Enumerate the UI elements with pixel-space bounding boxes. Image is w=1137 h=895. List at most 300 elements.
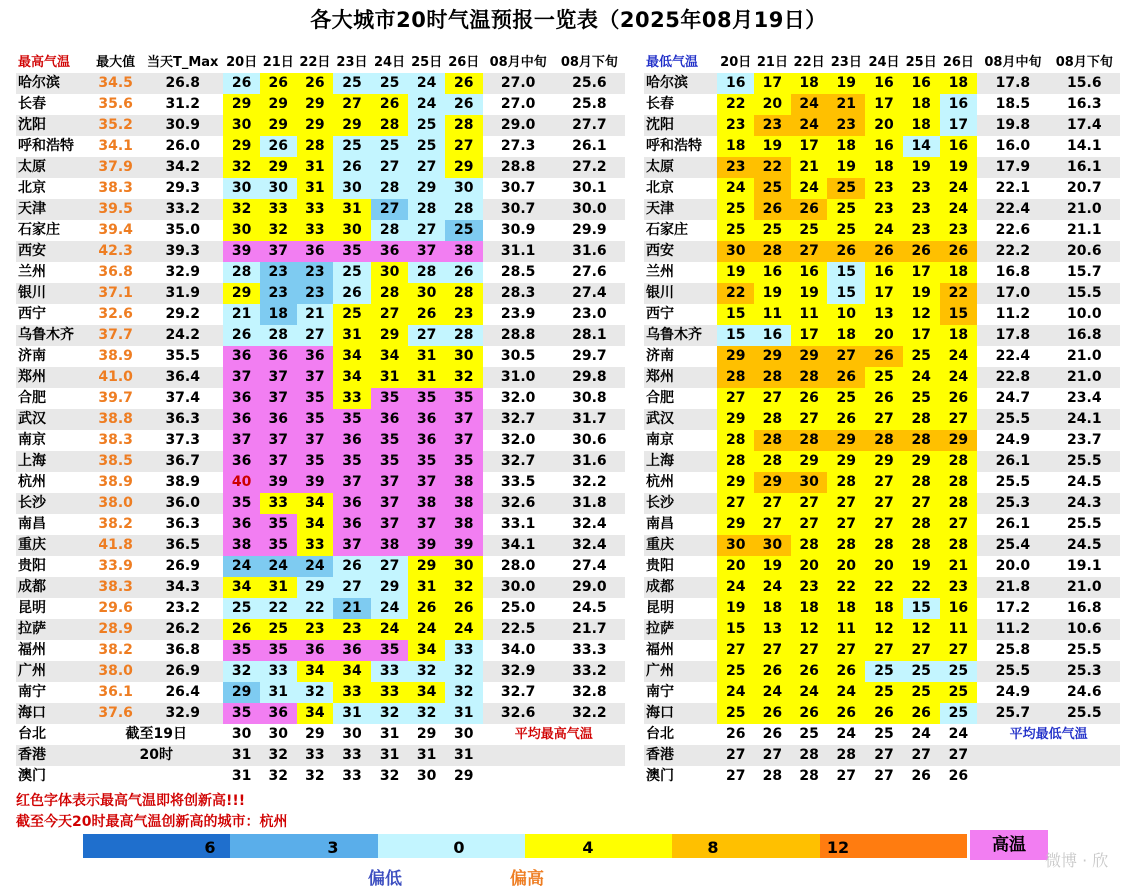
city-name: 海口: [16, 703, 89, 724]
low-mid-month-avg: 25.5: [995, 474, 1031, 490]
city-name: 南昌: [646, 516, 674, 532]
today-tmax-value: 23.2: [165, 600, 200, 616]
high-mid-month-avg: 32.0: [500, 432, 536, 448]
low-forecast-cell: 27: [791, 409, 828, 430]
today-tmax-value: 26.8: [142, 73, 223, 94]
low-forecast-cell: 28: [903, 514, 940, 535]
high-late-month-avg: 24.5: [572, 600, 607, 616]
city-name: 西安: [16, 241, 89, 262]
low-forecast-cell: 26: [791, 199, 828, 220]
low-forecast-cell: 19: [827, 73, 865, 94]
city-name: 台北: [18, 726, 46, 742]
low-forecast-cell: 18: [903, 115, 940, 136]
high-forecast-cell: 26: [371, 94, 409, 115]
low-forecast-cell: 28: [903, 472, 940, 493]
record-max-value: 29.6: [98, 600, 133, 616]
low-forecast-cell: 28: [940, 472, 978, 493]
low-forecast-cell: 27: [791, 514, 828, 535]
high-mid-month-avg: 32.6: [483, 493, 554, 514]
low-forecast-cell: 25: [717, 220, 754, 241]
high-forecast-cell: 26: [445, 73, 483, 94]
low-late-month-avg: 17.4: [1049, 115, 1120, 136]
low-table-row: [644, 199, 1120, 220]
today-tmax-value: 36.3: [142, 409, 223, 430]
low-mid-month-avg: 25.3: [977, 493, 1048, 514]
high-forecast-cell: 28: [371, 178, 409, 199]
low-late-month-avg: 21.1: [1067, 222, 1102, 238]
low-forecast-cell: 27: [865, 640, 903, 661]
low-forecast-cell: 15: [827, 262, 865, 283]
high-forecast-cell: 27: [333, 94, 371, 115]
record-max-value: 34.5: [89, 73, 142, 94]
today-tmax-value: 36.7: [142, 451, 223, 472]
high-table-row-extra: [16, 745, 625, 766]
low-forecast-cell: 28: [799, 768, 819, 784]
high-forecast-cell: 39: [408, 535, 445, 556]
city-name: 昆明: [18, 600, 46, 616]
high-forecast-cell: 38: [445, 514, 483, 535]
low-late-month-avg: 16.3: [1067, 96, 1102, 112]
low-forecast-cell: 20: [791, 556, 828, 577]
high-forecast-cell: 33: [333, 745, 371, 766]
city-name: 兰州: [18, 264, 46, 280]
high-forecast-cell: 35: [408, 388, 445, 409]
today-tmax-value: 26.4: [165, 684, 200, 700]
city-name: 沈阳: [644, 115, 717, 136]
record-max-value: 33.9: [98, 558, 133, 574]
low-late-month-avg: 10.6: [1049, 619, 1120, 640]
high-table-row: [16, 94, 625, 115]
low-forecast-cell: 30: [717, 535, 754, 556]
high-forecast-cell: 35: [260, 514, 297, 535]
high-forecast-cell: 31: [297, 157, 334, 178]
high-forecast-cell: 36: [223, 388, 260, 409]
low-late-month-avg: 25.5: [1049, 703, 1120, 724]
high-forecast-cell: 24: [371, 619, 409, 640]
record-max-value: 37.6: [89, 703, 142, 724]
low-mid-month-avg: 25.8: [995, 642, 1031, 658]
low-forecast-cell: 23: [827, 115, 865, 136]
high-forecast-cell: 28: [260, 325, 297, 346]
high-forecast-cell: 28: [445, 325, 483, 346]
high-forecast-cell: 37: [260, 388, 297, 409]
low-mid-month-avg: 19.8: [977, 115, 1048, 136]
low-forecast-cell: 28: [827, 472, 865, 493]
high-late-month-avg: 33.2: [554, 661, 625, 682]
city-name: 呼和浩特: [646, 138, 702, 154]
low-forecast-cell: 30: [791, 472, 828, 493]
city-name: 银川: [644, 283, 717, 304]
low-forecast-cell: 26: [903, 241, 940, 262]
low-table-row-extra: [644, 766, 1120, 787]
low-forecast-cell: 15: [903, 598, 940, 619]
high-forecast-cell: 37: [297, 430, 334, 451]
high-forecast-cell: 23: [297, 619, 334, 640]
high-forecast-cell: 32: [260, 220, 297, 241]
high-table-row: [16, 115, 625, 136]
high-forecast-cell: 35: [333, 451, 371, 472]
high-late-month-avg: 25.6: [554, 73, 625, 94]
low-forecast-cell: 27: [865, 409, 903, 430]
low-forecast-cell: 18: [827, 136, 865, 157]
low-forecast-cell: 19: [791, 283, 828, 304]
low-table-row: [644, 577, 1120, 598]
low-mid-month-avg: 26.1: [977, 451, 1048, 472]
low-table-row: [644, 220, 1120, 241]
high-forecast-cell: 33: [297, 220, 334, 241]
record-max-value: 38.2: [98, 642, 133, 658]
low-forecast-cell: 29: [940, 430, 978, 451]
low-forecast-cell: 27: [903, 493, 940, 514]
high-forecast-cell: 29: [333, 115, 371, 136]
low-table-row: [644, 325, 1120, 346]
high-table-row: [16, 514, 625, 535]
high-mid-month-avg: 27.3: [500, 138, 536, 154]
high-forecast-cell: 31: [445, 703, 483, 724]
high-forecast-cell: 35: [445, 451, 483, 472]
high-forecast-cell: 30: [445, 346, 483, 367]
high-forecast-cell: 34: [371, 346, 409, 367]
low-late-month-avg: 25.5: [1067, 516, 1102, 532]
today-tmax-value: 35.5: [165, 348, 200, 364]
low-forecast-cell: 25: [865, 661, 903, 682]
low-forecast-cell: 19: [754, 556, 791, 577]
low-forecast-cell: 27: [725, 768, 746, 784]
high-forecast-cell: 27: [297, 325, 334, 346]
city-name: 长沙: [16, 493, 89, 514]
low-forecast-cell: 27: [903, 640, 940, 661]
high-forecast-cell: 31: [223, 745, 260, 766]
low-table-row: [644, 262, 1120, 283]
high-header-cell: 08月下旬: [554, 52, 625, 73]
low-forecast-cell: 23: [903, 199, 940, 220]
avg-low-label: 平均最低气温: [977, 724, 1120, 745]
high-mid-month-avg: 31.1: [483, 241, 554, 262]
low-forecast-cell: 23: [940, 577, 978, 598]
high-forecast-cell: 36: [260, 346, 297, 367]
low-forecast-cell: 26: [827, 661, 865, 682]
low-table-row: [644, 367, 1120, 388]
legend-tick-0: 0: [453, 838, 465, 857]
city-name: 长春: [646, 96, 674, 112]
high-forecast-cell: 30: [333, 178, 371, 199]
high-table-row: [16, 556, 625, 577]
high-forecast-cell: 36: [297, 640, 334, 661]
low-late-month-avg: 24.1: [1049, 409, 1120, 430]
city-name: 合肥: [646, 390, 674, 406]
city-name: 太原: [16, 157, 89, 178]
high-table-row: [16, 367, 625, 388]
high-mid-month-avg: 34.1: [483, 535, 554, 556]
high-forecast-cell: 26: [260, 73, 297, 94]
low-mid-month-avg: 25.5: [977, 409, 1048, 430]
empty-cell: [483, 766, 625, 787]
high-forecast-cell: 25: [223, 598, 260, 619]
low-table-row: [644, 346, 1120, 367]
high-forecast-cell: 31: [408, 745, 445, 766]
high-forecast-cell: 30: [416, 768, 437, 784]
city-name: 乌鲁木齐: [644, 325, 717, 346]
low-mid-month-avg: 16.8: [995, 264, 1031, 280]
high-forecast-cell: 26: [408, 304, 445, 325]
high-late-month-avg: 28.1: [554, 325, 625, 346]
high-forecast-cell: 35: [333, 409, 371, 430]
low-header-cell: 08月中旬: [977, 52, 1048, 73]
low-forecast-cell: 23: [717, 115, 754, 136]
high-table-row: [16, 430, 625, 451]
high-mid-month-avg: 32.0: [500, 390, 536, 406]
high-forecast-cell: 35: [297, 388, 334, 409]
high-forecast-cell: 30: [454, 726, 474, 742]
high-late-month-avg: 29.7: [572, 348, 607, 364]
low-table-row-extra: [644, 745, 1120, 766]
high-forecast-cell: 29: [371, 577, 409, 598]
low-mid-month-avg: 20.0: [995, 558, 1031, 574]
high-forecast-cell: 29: [454, 768, 474, 784]
low-header-cell: 25日: [903, 52, 940, 73]
low-forecast-cell: 28: [940, 451, 978, 472]
high-table-row: [16, 661, 625, 682]
high-forecast-cell: 25: [333, 73, 371, 94]
low-forecast-cell: 27: [717, 388, 754, 409]
high-forecast-cell: 33: [260, 661, 297, 682]
high-table-row: [16, 325, 625, 346]
high-forecast-cell: 28: [445, 199, 483, 220]
low-forecast-cell: 18: [865, 157, 903, 178]
low-forecast-cell: 25: [903, 661, 940, 682]
low-forecast-cell: 29: [717, 472, 754, 493]
city-name: 南宁: [18, 684, 46, 700]
today-tmax-value: 32.9: [165, 264, 200, 280]
high-forecast-cell: 31: [445, 745, 483, 766]
city-name: 济南: [646, 348, 674, 364]
high-forecast-cell: 33: [297, 535, 334, 556]
low-forecast-cell: 24: [754, 682, 791, 703]
low-forecast-cell: 19: [903, 157, 940, 178]
low-forecast-cell: 14: [903, 136, 940, 157]
today-tmax-value: 29.2: [165, 306, 200, 322]
high-forecast-cell: 29: [223, 682, 260, 703]
high-forecast-cell: 25: [408, 136, 445, 157]
high-late-month-avg: 29.9: [572, 222, 607, 238]
high-forecast-cell: 38: [445, 472, 483, 493]
record-max-value: 37.1: [89, 283, 142, 304]
low-forecast-cell: 23: [865, 199, 903, 220]
low-forecast-cell: 21: [791, 157, 828, 178]
low-forecast-cell: 26: [940, 241, 978, 262]
low-mid-month-avg: 25.5: [977, 661, 1048, 682]
low-forecast-cell: 27: [827, 346, 865, 367]
high-late-month-avg: 32.8: [572, 684, 607, 700]
high-mid-month-avg: 28.8: [483, 325, 554, 346]
low-forecast-cell: 24: [948, 726, 969, 742]
high-forecast-cell: 32: [268, 768, 288, 784]
city-name: 南宁: [646, 684, 674, 700]
low-mid-month-avg: 24.9: [995, 432, 1031, 448]
high-forecast-cell: 35: [371, 640, 409, 661]
high-mid-month-avg: 32.6: [483, 703, 554, 724]
high-forecast-cell: 37: [260, 241, 297, 262]
legend-segment-near-0: [378, 834, 525, 858]
city-name: 香港: [644, 745, 717, 766]
high-forecast-cell: 35: [223, 640, 260, 661]
low-forecast-cell: 24: [911, 726, 931, 742]
low-forecast-cell: 28: [791, 367, 828, 388]
high-forecast-cell: 32: [305, 768, 325, 784]
low-forecast-cell: 17: [791, 325, 828, 346]
low-forecast-cell: 24: [827, 682, 865, 703]
city-name: 南京: [646, 432, 674, 448]
low-table-row: [644, 598, 1120, 619]
record-max-value: 32.6: [98, 306, 133, 322]
city-name: 西安: [644, 241, 717, 262]
high-forecast-cell: 39: [297, 472, 334, 493]
high-forecast-cell: 29: [223, 94, 260, 115]
high-forecast-cell: 29: [260, 115, 297, 136]
low-forecast-cell: 25: [940, 703, 978, 724]
high-forecast-cell: 28: [445, 115, 483, 136]
high-forecast-cell: 35: [223, 493, 260, 514]
high-forecast-cell: 34: [297, 493, 334, 514]
city-name: 北京: [646, 180, 674, 196]
low-forecast-cell: 27: [903, 745, 940, 766]
high-forecast-cell: 31: [408, 367, 445, 388]
low-forecast-cell: 16: [940, 598, 978, 619]
high-forecast-cell: 37: [371, 472, 409, 493]
high-mid-month-avg: 22.5: [483, 619, 554, 640]
low-mid-month-avg: 17.8: [977, 73, 1048, 94]
low-forecast-cell: 23: [717, 157, 754, 178]
low-forecast-cell: 26: [827, 367, 865, 388]
low-forecast-cell: 28: [754, 409, 791, 430]
high-table-row: [16, 472, 625, 493]
low-forecast-cell: 15: [717, 325, 754, 346]
low-forecast-cell: 28: [762, 768, 783, 784]
high-forecast-cell: 34: [408, 682, 445, 703]
today-tmax-value: 26.2: [142, 619, 223, 640]
record-max-value: 38.3: [98, 180, 133, 196]
high-forecast-cell: 35: [260, 535, 297, 556]
low-late-month-avg: 21.0: [1049, 577, 1120, 598]
low-forecast-cell: 18: [754, 598, 791, 619]
today-tmax-value: 36.3: [165, 516, 200, 532]
low-forecast-cell: 25: [903, 388, 940, 409]
city-name: 长沙: [644, 493, 717, 514]
low-forecast-cell: 28: [865, 430, 903, 451]
low-mid-month-avg: 17.8: [977, 325, 1048, 346]
high-forecast-cell: 35: [333, 241, 371, 262]
city-name: 乌鲁木齐: [16, 325, 89, 346]
city-name: 杭州: [646, 474, 674, 490]
high-late-month-avg: 33.3: [572, 642, 607, 658]
low-forecast-cell: 13: [754, 619, 791, 640]
high-forecast-cell: 37: [408, 514, 445, 535]
low-forecast-cell: 15: [827, 283, 865, 304]
high-forecast-cell: 27: [408, 325, 445, 346]
low-table-row: [644, 283, 1120, 304]
high-late-month-avg: 25.8: [572, 96, 607, 112]
high-forecast-cell: 27: [408, 220, 445, 241]
high-table-row: [16, 241, 625, 262]
high-late-month-avg: 21.7: [554, 619, 625, 640]
record-max-value: 38.3: [98, 432, 133, 448]
high-forecast-cell: 29: [297, 577, 334, 598]
today-tmax-value: 34.3: [142, 577, 223, 598]
high-late-month-avg: 30.6: [572, 432, 607, 448]
low-table-row: [644, 115, 1120, 136]
city-name: 成都: [644, 577, 717, 598]
low-forecast-cell: 27: [791, 640, 828, 661]
high-forecast-cell: 29: [445, 157, 483, 178]
low-forecast-cell: 22: [940, 283, 978, 304]
high-forecast-cell: 28: [297, 136, 334, 157]
high-mid-month-avg: 30.7: [500, 180, 536, 196]
city-name: 海口: [644, 703, 717, 724]
high-forecast-cell: 26: [333, 157, 371, 178]
low-forecast-cell: 25: [903, 346, 940, 367]
high-header-cell: 26日: [445, 52, 483, 73]
low-forecast-cell: 24: [717, 682, 754, 703]
high-forecast-cell: 34: [333, 346, 371, 367]
record-max-value: 35.2: [89, 115, 142, 136]
low-mid-month-avg: 22.1: [995, 180, 1031, 196]
low-forecast-cell: 24: [940, 178, 978, 199]
low-late-month-avg: 25.5: [1067, 642, 1102, 658]
high-late-month-avg: 29.0: [554, 577, 625, 598]
high-forecast-cell: 27: [371, 304, 409, 325]
low-forecast-cell: 26: [754, 199, 791, 220]
high-forecast-cell: 24: [297, 556, 334, 577]
low-forecast-cell: 17: [903, 325, 940, 346]
high-forecast-cell: 26: [445, 598, 483, 619]
low-header-cell: 26日: [940, 52, 978, 73]
low-forecast-cell: 29: [827, 430, 865, 451]
low-table-row: [644, 493, 1120, 514]
high-forecast-cell: 36: [223, 451, 260, 472]
low-forecast-cell: 28: [754, 367, 791, 388]
low-forecast-cell: 16: [903, 73, 940, 94]
low-mid-month-avg: 25.4: [977, 535, 1048, 556]
low-late-month-avg: 25.3: [1049, 661, 1120, 682]
high-header-cell: 08月中旬: [483, 52, 554, 73]
low-mid-month-avg: 17.2: [995, 600, 1031, 616]
high-forecast-cell: 31: [333, 325, 371, 346]
high-forecast-cell: 32: [297, 682, 334, 703]
low-mid-month-avg: 18.5: [995, 96, 1031, 112]
high-forecast-cell: 26: [408, 598, 445, 619]
low-mid-month-avg: 25.7: [977, 703, 1048, 724]
low-forecast-cell: 20: [865, 325, 903, 346]
low-temp-table: [644, 52, 1120, 787]
low-forecast-cell: 28: [754, 451, 791, 472]
low-forecast-cell: 13: [865, 304, 903, 325]
high-late-month-avg: 27.4: [554, 283, 625, 304]
today-tmax-value: 36.5: [142, 535, 223, 556]
low-forecast-cell: 20: [865, 556, 903, 577]
low-forecast-cell: 18: [940, 73, 978, 94]
high-forecast-cell: 26: [260, 136, 297, 157]
high-forecast-cell: 37: [371, 493, 409, 514]
high-mid-month-avg: 27.0: [500, 96, 536, 112]
low-forecast-cell: 28: [791, 745, 828, 766]
low-table-row: [644, 703, 1120, 724]
record-max-value: 38.3: [89, 577, 142, 598]
high-mid-month-avg: 30.0: [483, 577, 554, 598]
low-forecast-cell: 25: [717, 199, 754, 220]
high-header-cell: 22日: [297, 52, 334, 73]
legend-tick-3: 3: [327, 838, 339, 857]
high-forecast-cell: 26: [223, 325, 260, 346]
